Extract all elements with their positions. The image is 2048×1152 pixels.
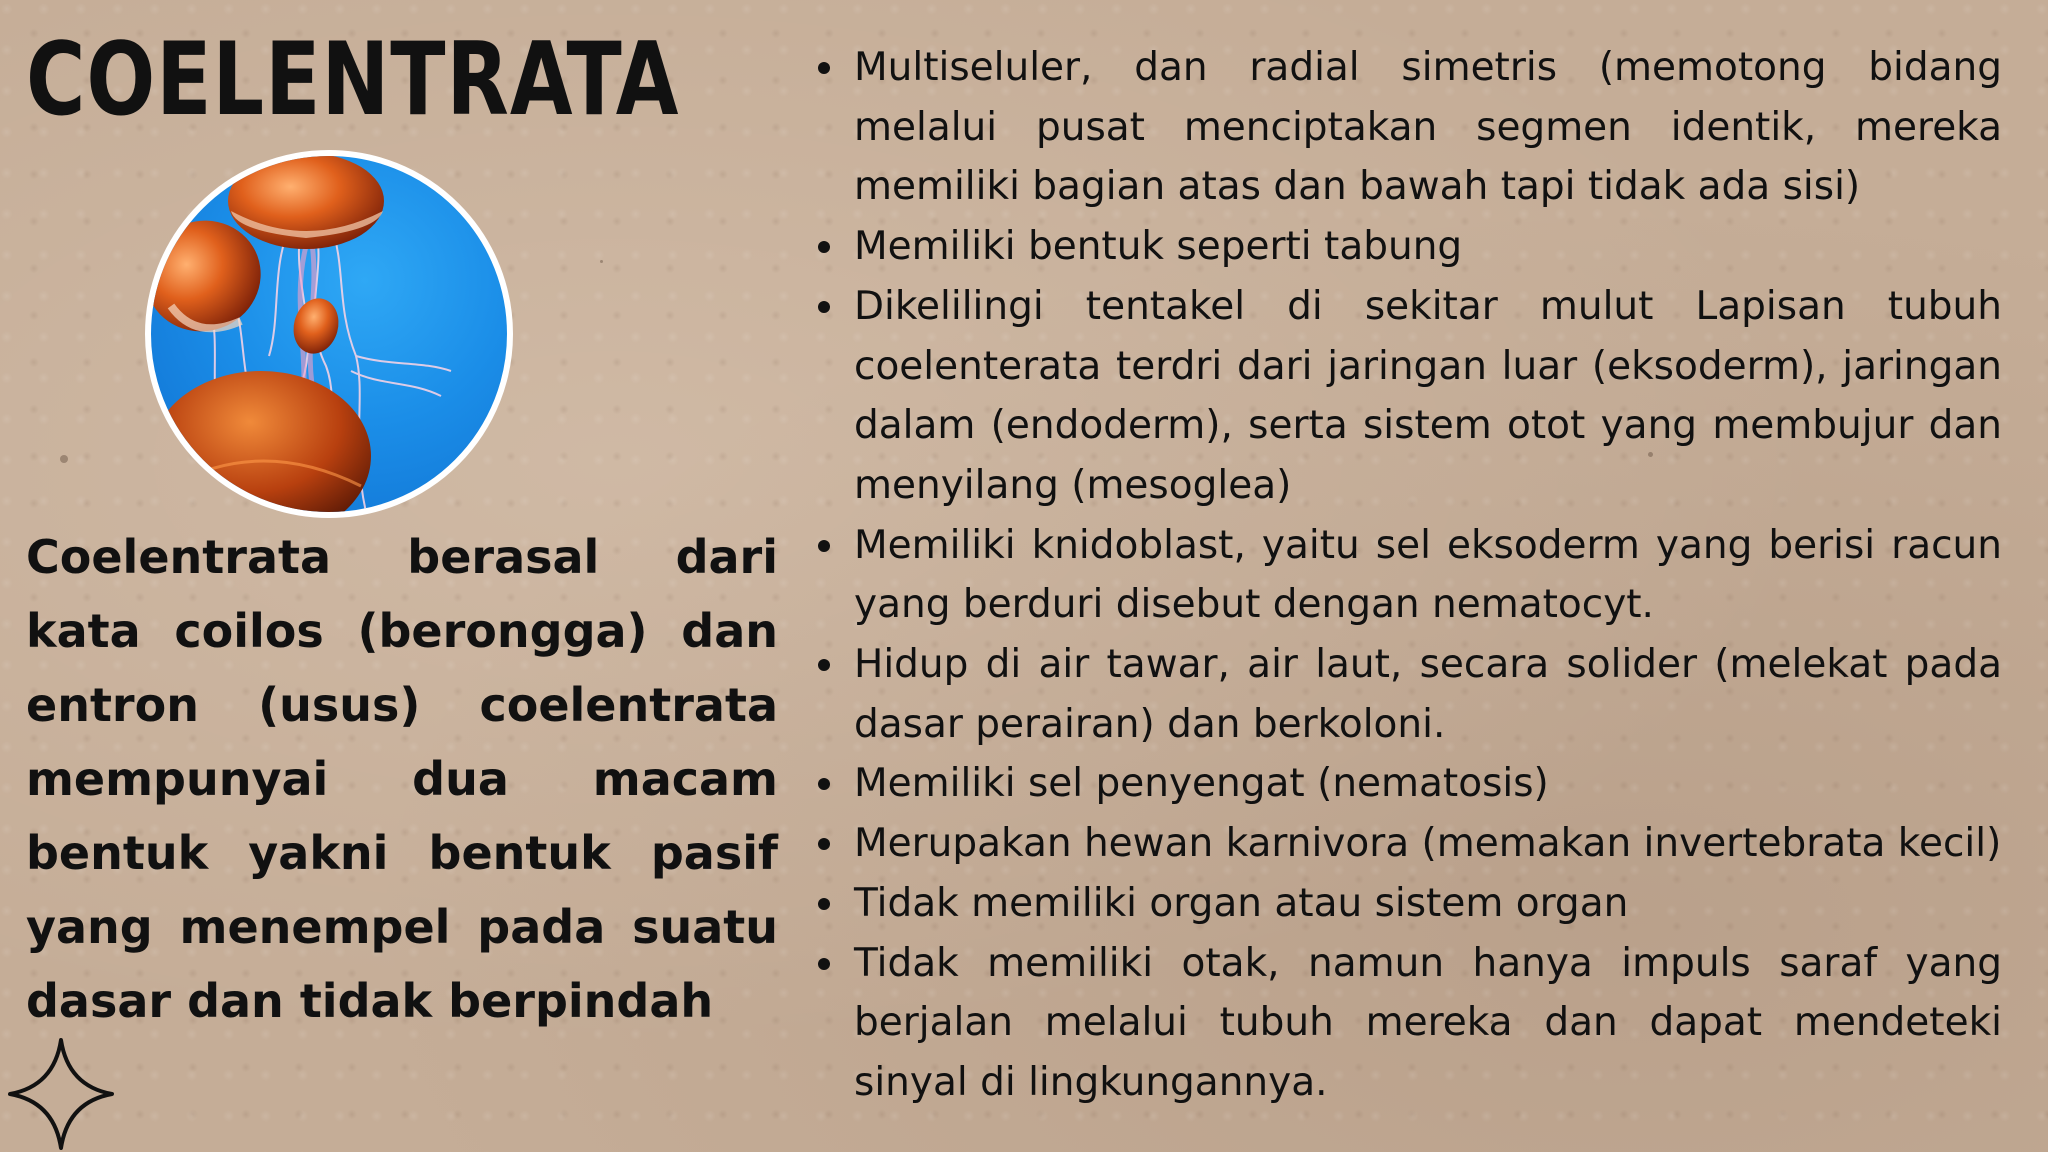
list-item [812,38,2002,217]
paper-fleck [60,455,68,463]
bullet-icon [818,301,830,313]
list-item-text: Memiliki bentuk seperti tabung [854,224,1463,270]
list-item [812,217,2002,277]
list-item [812,934,2002,1113]
bullet-icon [818,540,830,552]
bullet-icon [818,958,830,970]
list-item [812,635,2002,754]
list-item-text: Hidup di air tawar, air laut, secara solider (melekat pada dasar perairan) dan berkoloni. [854,642,2002,747]
slide-title: COELENTRATA [26,21,680,139]
bullet-icon [818,838,830,850]
bullet-icon [818,778,830,790]
list-item-text: Multiseluler, dan radial simetris (memotong bidang melalui pusat menciptakan segmen identik, mereka memiliki bagian atas dan bawah tapi tidak ada sisi) [854,45,2002,210]
bullet-icon [818,898,830,910]
list-item [812,516,2002,635]
list-item [812,754,2002,814]
jellyfish-illustration [151,156,507,512]
list-item-text: Memiliki knidoblast, yaitu sel eksoderm yang berisi racun yang berduri disebut dengan nematocyt. [854,522,2002,628]
bullet-icon [818,659,830,671]
characteristics-list [812,38,2002,1113]
paper-fleck [600,260,603,263]
list-item-text: Dikelilingi tentakel di sekitar mulut Lapisan tubuh coelenterata terdri dari jaringan luar (eksoderm), jaringan dalam (endoderm), serta sistem otot yang membujur dan menyilang (mesoglea) [854,283,2002,508]
list-item-text: Tidak memiliki otak, namun hanya impuls saraf yang berjalan melalui tubuh mereka dan dapat mendeteki sinyal di lingkungannya. [854,940,2002,1105]
list-item [812,874,2002,934]
list-item [812,814,2002,874]
jellyfish-photo [145,150,513,518]
intro-paragraph: Coelentrata berasal dari kata coilos (berongga) dan entron (usus) coelentrata mempunyai dua macam bentuk yakni bentuk pasif yang menempel pada suatu dasar dan tidak berpindah [26,530,778,1028]
bullet-icon [818,241,830,253]
four-point-star-icon [6,1036,116,1152]
bullet-icon [818,62,830,74]
list-item-text: Merupakan hewan karnivora (memakan invertebrata kecil) [854,821,2002,867]
list-item-text: Tidak memiliki organ atau sistem organ [854,880,1629,926]
list-item [812,277,2002,516]
list-item-text: Memiliki sel penyengat (nematosis) [854,761,1549,807]
